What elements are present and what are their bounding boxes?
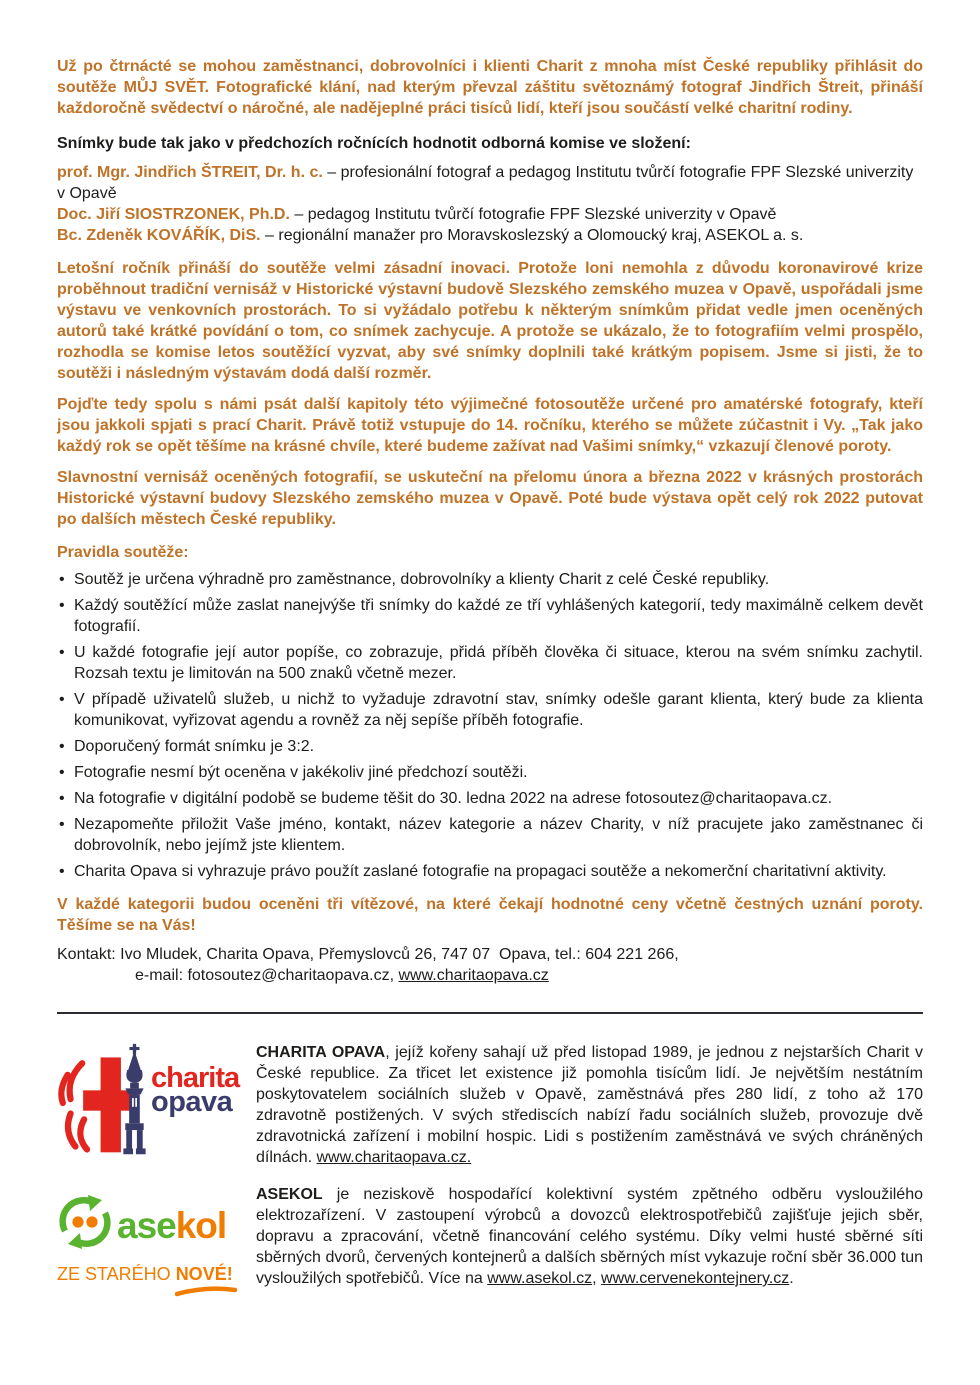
rules-list bbox=[57, 569, 923, 882]
jury-member-role: – profesionální fotograf a pedagog Institutu tvůrčí fotografie FPF Slezské univerzity v Opavě bbox=[57, 164, 914, 202]
rule-item: • U každé fotografie její autor popíše, co zobrazuje, přidá příběh člověka či situace, kterou na svém snímku zachytil. Rozsah textu je limitován na 500 znaků včetně mezer. bbox=[57, 642, 923, 684]
charita-wordmark-line2: opava bbox=[151, 1086, 233, 1118]
rule-item: • Doporučený formát snímku je 3:2. bbox=[57, 736, 923, 757]
contact-block bbox=[57, 944, 923, 986]
charita-description-text: , jejíž kořeny sahají už před listopad 1989, je jednou z nejstarších Charit v České republice. Za třicet let existence již pomohla tisícům lidí. Je největším nestátním poskytovatelem sociálních služeb v Opavě, zaměstnává přes 280 lidí, z toho až 170 zdravotně postižených. V svých střediscích nabízí řadu sociálních služeb, provozuje dvě zdravotnická zařízení i mobilní hospic. Lidi s postižením zaměstnává ve svých chráněných dílnách. bbox=[256, 1044, 923, 1166]
asekol-tagline-part1: ZE STARÉHO bbox=[57, 1264, 176, 1284]
asekol-wordmark-kol: kol bbox=[175, 1204, 227, 1246]
closing-paragraph: V každé kategorii budou oceněni tři vítězové, na které čekají hodnotné ceny včetně čestných uznání poroty. Těšíme se na Vás! bbox=[57, 896, 923, 934]
invitation-paragraph: Pojďte tedy spolu s námi psát další kapitoly této výjimečné fotosoutěže určené pro amatérské fotografy, kteří jsou jakkoli spjati s prací Charit. Právě totiž vstupuje do 14. ročníku, kterého se můžete zúčastnit i Vy. „Tak jako každý rok se opět těšíme na krásné chvíle, které budeme zažívat nad Vašimi snímky,“ vzkazují členové poroty. bbox=[57, 396, 923, 455]
rule-item: • Soutěž je určena výhradně pro zaměstnance, dobrovolníky a klienty Charit z celé České republiky. bbox=[57, 569, 923, 590]
asekol-tagline-part2: NOVÉ! bbox=[176, 1264, 233, 1285]
divider bbox=[57, 1012, 923, 1014]
charita-lead: CHARITA OPAVA bbox=[256, 1044, 386, 1061]
jury-member-role: – regionální manažer pro Moravskoslezský a Olomoucký kraj, ASEKOL a. s. bbox=[260, 227, 804, 244]
charita-description bbox=[256, 1042, 923, 1168]
jury-member-name: Bc. Zdeněk KOVÁŘÍK, DiS. bbox=[57, 227, 261, 244]
asekol-link-1[interactable]: www.asekol.cz bbox=[487, 1270, 593, 1287]
asekol-wordmark-ase: ase bbox=[117, 1204, 176, 1246]
intro-paragraph: Už po čtrnácté se mohou zaměstnanci, dobrovolníci i klienti Charit z mnoha míst České republiky přihlásit do soutěže MŮJ SVĚT. Fotografické klání, nad kterým převzal záštitu světoznámý fotograf Jindřich Štreit, přináší každoročně svědectví o náročné, ale nadějeplné práci tisíců lidí, kteří jsou součástí velké charitní rodiny. bbox=[57, 58, 923, 117]
jury-member-name: Doc. Jiří SIOSTRZONEK, Ph.D. bbox=[57, 206, 290, 223]
asekol-lead: ASEKOL bbox=[256, 1186, 323, 1203]
jury-member bbox=[57, 162, 923, 204]
jury-member bbox=[57, 204, 923, 225]
asekol-description-text: je neziskově hospodařící kolektivní systém zpětného odběru vysloužilého elektrozařízení. V zastoupení výrobců a dovozců elektrospotřebičů zajišťuje jejich sběr, dopravu a zpracování, včetně financování celého systému. Díky velmi husté sběrné síti sběrných dvorů, červených kontejnerů a dalších sběrných míst vykazuje roční sběr 36.000 tun vysloužilých spotřebičů. Více na bbox=[256, 1186, 923, 1287]
contact-line-2 bbox=[57, 965, 923, 986]
jury-member-role: – pedagog Institutu tvůrčí fotografie FPF Slezské univerzity v Opavě bbox=[289, 206, 777, 223]
asekol-link-2[interactable]: www.cervenekontejnery.cz bbox=[601, 1270, 790, 1287]
asekol-logo bbox=[57, 1184, 256, 1289]
rule-item: • Na fotografie v digitální podobě se budeme těšit do 30. ledna 2022 na adrese fotosoutez@charitaopava.cz. bbox=[57, 788, 923, 809]
contact-email: e-mail: fotosoutez@charitaopava.cz, bbox=[135, 967, 399, 984]
rule-item: • Každý soutěžící může zaslat nanejvýše tři snímky do každé ze tří vyhlášených kategorií, tedy maximálně celkem devět fotografií. bbox=[57, 595, 923, 637]
innovation-paragraph: Letošní ročník přináší do soutěže velmi zásadní inovaci. Protože loni nemohla z důvodu koronavirové krize proběhnout tradiční vernisáž v Historické výstavní budově Slezského zemského muzea v Opavě, uspořádali jsme výstavu ve venkovních prostorách. To si vyžádalo potřebu k některým snímkům přidat vedle jmen oceněných autorů také krátké povídání o tom, co snímek zachycuje. A protože se ukázalo, že to fotografiím velmi prospělo, rozhodla se komise letos soutěžící vyzvat, aby své snímky doplnili také krátkým popisem. Jsme si jisti, že to soutěži i následným výstavám dodá další rozměr. bbox=[57, 260, 923, 382]
asekol-link-separator: , bbox=[592, 1270, 602, 1287]
jury-member bbox=[57, 225, 923, 246]
rules-heading: Pravidla soutěže: bbox=[57, 544, 189, 561]
asekol-description bbox=[256, 1184, 923, 1289]
rule-item: • V případě uživatelů služeb, u nichž to vyžaduje zdravotní stav, snímky odešle garant klienta, který bude za klienta komunikovat, vyřizovat agendu a rovněž za něj sepíše příběh fotografie. bbox=[57, 689, 923, 731]
vernissage-paragraph: Slavnostní vernisáž oceněných fotografií, se uskuteční na přelomu února a března 2022 v krásných prostorách Historické výstavní budovy Slezského zemského muzea v Opavě. Poté bude výstava opět celý rok 2022 putovat po dalších městech České republiky. bbox=[57, 469, 923, 528]
charita-wordmark-line1: charita bbox=[151, 1062, 240, 1094]
rule-item: • Nezapomeňte přiložit Vaše jméno, kontakt, název kategorie a název Charity, v níž pracujete jako zaměstnanec či dobrovolník, nebo jejímž jste klientem. bbox=[57, 814, 923, 856]
rule-item: • Fotografie nesmí být oceněna v jakékoliv jiné předchozí soutěži. bbox=[57, 762, 923, 783]
charita-logo bbox=[57, 1042, 256, 1168]
jury-list bbox=[57, 162, 923, 246]
tagline-swoosh-icon bbox=[174, 1285, 238, 1297]
contact-line-1: Kontakt: Ivo Mludek, Charita Opava, Přemyslovců 26, 747 07 Opava, tel.: 604 221 266, bbox=[57, 946, 679, 963]
charita-footer-row bbox=[57, 1042, 923, 1168]
charita-flame-cross-tower-icon bbox=[57, 1042, 149, 1166]
asekol-recycle-icon bbox=[57, 1194, 113, 1256]
asekol-wordmark bbox=[117, 1204, 227, 1246]
charita-footer-link[interactable]: www.charitaopava.cz. bbox=[316, 1149, 472, 1166]
jury-member-name: prof. Mgr. Jindřich ŠTREIT, Dr. h. c. bbox=[57, 164, 323, 181]
asekol-description-end: . bbox=[789, 1270, 794, 1287]
charita-website-link[interactable]: www.charitaopava.cz bbox=[398, 967, 549, 984]
jury-heading: Snímky bude tak jako v předchozích ročnících hodnotit odborná komise ve složení: bbox=[57, 135, 691, 152]
charita-wordmark bbox=[151, 1062, 240, 1118]
rule-item: • Charita Opava si vyhrazuje právo použít zaslané fotografie na propagaci soutěže a nekomerční charitativní aktivity. bbox=[57, 861, 923, 882]
asekol-tagline bbox=[57, 1264, 256, 1285]
asekol-footer-row bbox=[57, 1184, 923, 1289]
